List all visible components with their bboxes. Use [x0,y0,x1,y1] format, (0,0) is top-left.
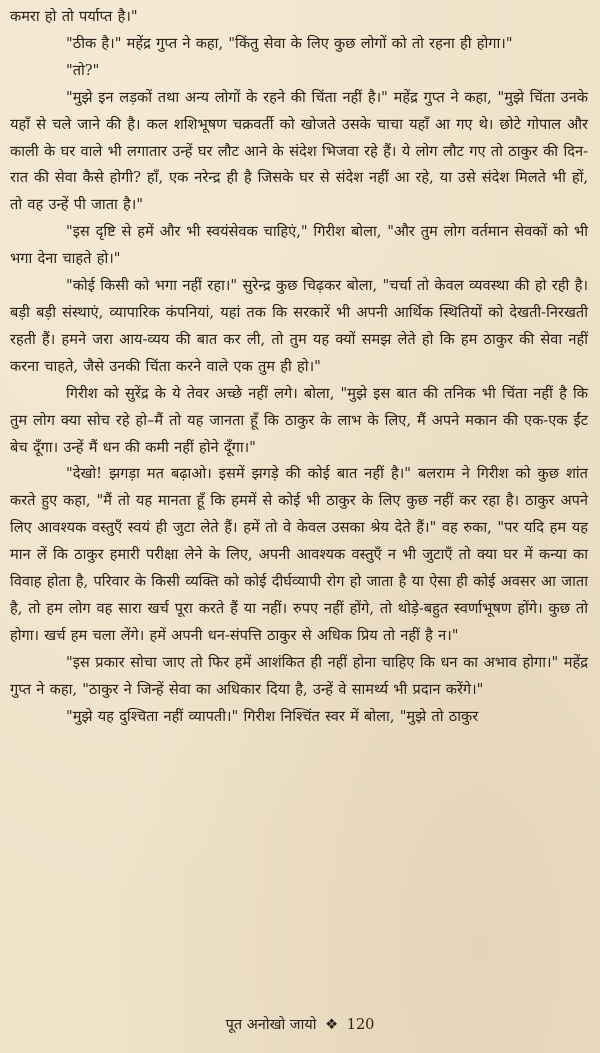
paragraph: "इस प्रकार सोचा जाए तो फिर हमें आशंकित ही नहीं होना चाहिए कि धन का अभाव होगा।" महेंद्र गुप्त ने कहा, "ठाकुर ने जिन्हें सेवा का अधिकार दिया है, उन्हें वे सामर्थ्य भी प्रदान करेंगे।" [10,653,588,698]
paragraph: "मुझे इन लड़कों तथा अन्य लोगों के रहने की चिंता नहीं है।" महेंद्र गुप्त ने कहा, "मुझे चिंता उनके यहाँ से चले जाने की है। कल शशिभूषण चक्रवर्ती को खोजते उसके चाचा यहाँ आ गए थे। छोटे गोपाल और काली के घर वाले भी लगातार उन्हें घर लौट आने के संदेश भिजवा रहे हैं। ये लोग लौट गए तो ठाकुर की दिन-रात की सेवा कैसे होगी? हाँ, एक नरेन्द्र ही है जिसके घर से संदेश नहीं आ रहे, या उसे संदेश मिलते भी हों, तो वह उन्हें पी जाता है।" [10,88,588,214]
page-number: 120 [346,1017,375,1033]
page-footer [0,1014,600,1034]
diamond-separator-icon: ❖ [325,1017,339,1033]
page-body [10,4,588,1004]
paragraph: "कोई किसी को भगा नहीं रहा।" सुरेन्द्र कुछ चिढ़कर बोला, "चर्चा तो केवल व्यवस्था की हो रही है। बड़ी बड़ी संस्थाएं, व्यापारिक कंपनियां, यहां तक कि सरकारें भी अपनी आर्थिक स्थितियों को देखती-निरखती रहती हैं। हमने जरा आय-व्यय की बात कर ली, तो तुम यह क्यों समझ लेते हो कि हम ठाकुर की सेवा नहीं करना चाहते, जैसे उनकी चिंता करने वाले एक तुम ही हो।" [10,277,588,375]
paragraph: "देखो! झगड़ा मत बढ़ाओ। इसमें झगड़े की कोई बात नहीं है।" बलराम ने गिरीश को कुछ शांत करते हुए कहा, "मैं तो यह मानता हूँ कि हममें से कोई भी ठाकुर के लिए कुछ नहीं कर रहा है। ठाकुर अपने लिए आवश्यक वस्तुएँ स्वयं ही जुटा लेते हैं। हमें तो वे केवल उसका श्रेय देते हैं।" वह रुका, "पर यदि हम यह मान लें कि ठाकुर हमारी परीक्षा लेने के लिए, अपनी आवश्यक वस्तुएँ न भी जुटाएँ तो क्या घर में कन्या का विवाह होता है, परिवार के किसी व्यक्ति को कोई दीर्घव्यापी रोग हो जाता है या ऐसा ही कोई अवसर आ जाता है, तो हम लोग वह सारा खर्च पूरा करते हैं या नहीं। रुपए नहीं होंगे, तो थोड़े-बहुत स्वर्णाभूषण होंगे। कुछ तो होगा। खर्च हम चला लेंगे। हमें अपनी धन-संपत्ति ठाकुर से अधिक प्रिय तो नहीं है न।" [10,465,588,644]
paragraph: कमरा हो तो पर्याप्त है।" [10,8,138,25]
book-title: पूत अनोखो जायो [225,1017,317,1033]
paragraph: "मुझे यह दुश्चिता नहीं व्यापती।" गिरीश निश्चिंत स्वर में बोला, "मुझे तो ठाकुर [66,707,479,725]
paragraph: "ठीक है।" महेंद्र गुप्त ने कहा, "किंतु सेवा के लिए कुछ लोगों को तो रहना ही होगा।" [66,34,513,52]
paragraph: गिरीश को सुरेंद्र के ये तेवर अच्छे नहीं लगे। बोला, "मुझे इस बात की तनिक भी चिंता नहीं है कि तुम लोग क्या सोच रहे हो–मैं तो यह जानता हूँ कि ठाकुर के लाभ के लिए, मैं अपने मकान की एक-एक ईंट बेच दूँगा। उन्हें मैं धन की कमी नहीं होने दूँगा।" [10,384,588,456]
paragraph: "तो?" [66,61,100,79]
paragraph: "इस दृष्टि से हमें और भी स्वयंसेवक चाहिएं," गिरीश बोला, "और तुम लोग वर्तमान सेवकों को भी भगा देना चाहते हो।" [10,223,588,268]
